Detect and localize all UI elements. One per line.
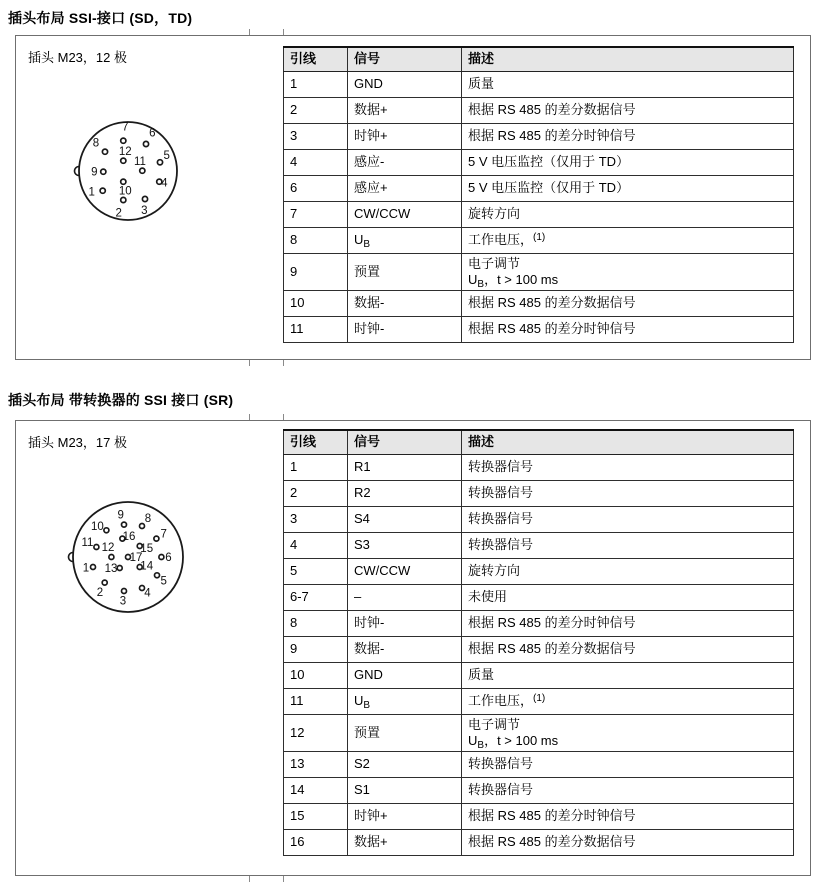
table-row — [284, 532, 794, 558]
pin-cell: 4 — [284, 532, 348, 558]
desc-cell: 转换器信号 — [462, 454, 794, 480]
signal-cell: R2 — [348, 480, 462, 506]
desc-cell: 根据 RS 485 的差分时钟信号 — [462, 610, 794, 636]
desc-cell: 质量 — [462, 71, 794, 97]
pin-7-hole — [154, 536, 159, 541]
table-row — [284, 201, 794, 227]
table-header-row — [284, 430, 794, 454]
pin-9-label: 9 — [117, 509, 124, 522]
pin-layout-frame-17pin — [15, 420, 811, 876]
desc-cell: 转换器信号 — [462, 751, 794, 777]
pin-13-label: 13 — [104, 563, 118, 575]
frame-tick — [249, 360, 250, 366]
pin-14-label: 14 — [140, 560, 154, 573]
table-row — [284, 558, 794, 584]
pin-17-label: 17 — [129, 552, 143, 564]
signal-cell: 时钟- — [348, 316, 462, 342]
pin-12-hole — [109, 555, 114, 560]
pin-7-label: 7 — [160, 528, 167, 541]
desc-cell: 工作电压，$^{(1)}$ — [462, 688, 794, 714]
desc-cell: 旋转方向 — [462, 201, 794, 227]
pin-cell: 11 — [284, 688, 348, 714]
pin-10-label: 10 — [118, 185, 132, 198]
table-row — [284, 506, 794, 532]
pin-2-hole — [102, 580, 107, 585]
signal-cell: S1 — [348, 777, 462, 803]
desc-cell: 转换器信号 — [462, 532, 794, 558]
pin-12-label: 12 — [101, 542, 115, 554]
desc-cell: 质量 — [462, 662, 794, 688]
pin-cell: 1 — [284, 71, 348, 97]
pin-11-label: 11 — [81, 537, 94, 549]
table-row — [284, 803, 794, 829]
table-row — [284, 454, 794, 480]
desc-cell: 根据 RS 485 的差分数据信号 — [462, 636, 794, 662]
pin-6-label: 6 — [149, 127, 156, 140]
desc-cell: 电子调节 $U_B$，t > 100 ms — [462, 253, 794, 290]
pin-1-label: 1 — [88, 186, 95, 199]
desc-cell: 未使用 — [462, 584, 794, 610]
pin-8-label: 8 — [144, 513, 152, 525]
pin-5-hole — [155, 573, 160, 578]
connector-diagram-m23-12pin — [58, 111, 198, 238]
signal-cell: S4 — [348, 506, 462, 532]
pin-7-hole — [121, 138, 126, 143]
table-row — [284, 777, 794, 803]
signal-cell: 时钟+ — [348, 803, 462, 829]
pin-10-label: 10 — [91, 521, 104, 533]
desc-cell: 根据 RS 485 的差分数据信号 — [462, 829, 794, 855]
pin-12-hole — [121, 158, 126, 163]
signal-cell: CW/CCW — [348, 201, 462, 227]
pin-cell: 16 — [284, 829, 348, 855]
signal-cell: 感应+ — [348, 175, 462, 201]
desc-cell: 转换器信号 — [462, 506, 794, 532]
table-header-row — [284, 47, 794, 71]
pin-cell: 3 — [284, 506, 348, 532]
pin-table-17pin — [283, 429, 794, 856]
table-row — [284, 829, 794, 855]
pin-11-hole — [140, 168, 145, 173]
pin-5-hole — [157, 160, 162, 165]
desc-cell: 5 V 电压监控（仅用于 TD） — [462, 149, 794, 175]
pin-1-label: 1 — [82, 562, 90, 575]
signal-cell: $U_B$ — [348, 688, 462, 714]
table-row — [284, 290, 794, 316]
pin-cell: 12 — [284, 714, 348, 751]
pin-cell: 14 — [284, 777, 348, 803]
pin-15-label: 15 — [140, 543, 154, 555]
table-row — [284, 316, 794, 342]
section-title-ssi-sr: 插头布局 带转换器的 SSI 接口 (SR) — [8, 392, 234, 408]
pin-cell: 2 — [284, 480, 348, 506]
frame-tick — [283, 414, 284, 420]
signal-cell: 数据+ — [348, 829, 462, 855]
pin-cell: 1 — [284, 454, 348, 480]
pin-3-hole — [142, 196, 147, 201]
pin-1-hole — [91, 565, 96, 570]
signal-cell: – — [348, 584, 462, 610]
pin-cell: 2 — [284, 97, 348, 123]
table-row — [284, 97, 794, 123]
pin-cell: 6 — [284, 175, 348, 201]
pin-9-hole — [122, 522, 127, 527]
column-header-desc: 描述 — [462, 430, 794, 454]
desc-cell: 根据 RS 485 的差分数据信号 — [462, 290, 794, 316]
desc-cell: 根据 RS 485 的差分时钟信号 — [462, 803, 794, 829]
pin-6-hole — [143, 141, 148, 146]
frame-tick — [283, 876, 284, 882]
pin-2-label: 2 — [115, 207, 122, 220]
table-row — [284, 751, 794, 777]
signal-cell: 时钟+ — [348, 123, 462, 149]
table-row — [284, 662, 794, 688]
desc-cell: 转换器信号 — [462, 777, 794, 803]
desc-cell: 根据 RS 485 的差分时钟信号 — [462, 316, 794, 342]
column-header-pin: 引线 — [284, 47, 348, 71]
pin-cell: 10 — [284, 662, 348, 688]
desc-cell: 5 V 电压监控（仅用于 TD） — [462, 175, 794, 201]
signal-cell: 数据- — [348, 290, 462, 316]
desc-cell: 工作电压，$^{(1)}$ — [462, 227, 794, 253]
pin-cell: 11 — [284, 316, 348, 342]
pin-7-label: 7 — [122, 121, 129, 134]
column-header-signal: 信号 — [348, 47, 462, 71]
frame-tick — [249, 876, 250, 882]
pin-4-label: 4 — [161, 177, 168, 190]
pin-3-hole — [122, 589, 127, 594]
pin-cell: 10 — [284, 290, 348, 316]
frame-tick — [283, 360, 284, 366]
connector-caption-17pin: 插头 M23，17 极 — [28, 435, 127, 450]
pin-layout-frame-12pin — [15, 35, 811, 360]
pin-cell: 9 — [284, 253, 348, 290]
table-row — [284, 123, 794, 149]
column-header-signal: 信号 — [348, 430, 462, 454]
signal-cell: CW/CCW — [348, 558, 462, 584]
table-row — [284, 714, 794, 751]
table-row — [284, 253, 794, 290]
table-row — [284, 71, 794, 97]
signal-cell: S3 — [348, 532, 462, 558]
connector-diagram-m23-17pin — [56, 485, 206, 635]
signal-cell: 预置 — [348, 714, 462, 751]
pin-cell: 3 — [284, 123, 348, 149]
table-row — [284, 610, 794, 636]
pin-cell: 9 — [284, 636, 348, 662]
desc-cell: 根据 RS 485 的差分时钟信号 — [462, 123, 794, 149]
table-row — [284, 636, 794, 662]
signal-cell: GND — [348, 71, 462, 97]
pin-cell: 4 — [284, 149, 348, 175]
signal-cell: R1 — [348, 454, 462, 480]
pin-cell: 8 — [284, 610, 348, 636]
table-row — [284, 149, 794, 175]
pin-4-label: 4 — [144, 587, 151, 600]
pin-9-hole — [101, 169, 106, 174]
pin-cell: 6-7 — [284, 584, 348, 610]
pin-5-label: 5 — [163, 150, 170, 162]
signal-cell: 数据- — [348, 636, 462, 662]
table-row — [284, 584, 794, 610]
signal-cell: S2 — [348, 751, 462, 777]
desc-cell: 根据 RS 485 的差分数据信号 — [462, 97, 794, 123]
pin-6-label: 6 — [165, 552, 172, 564]
connector-caption-12pin: 插头 M23，12 极 — [28, 50, 127, 65]
signal-cell: 数据+ — [348, 97, 462, 123]
pin-8-hole — [102, 149, 107, 154]
pin-cell: 5 — [284, 558, 348, 584]
pin-6-hole — [159, 555, 164, 560]
pin-cell: 13 — [284, 751, 348, 777]
pin-2-label: 2 — [96, 587, 104, 599]
table-row — [284, 480, 794, 506]
column-header-pin: 引线 — [284, 430, 348, 454]
table-row — [284, 688, 794, 714]
table-row — [284, 175, 794, 201]
pin-2-hole — [121, 197, 126, 202]
pin-16-label: 16 — [122, 531, 136, 543]
pin-10-hole — [104, 528, 109, 533]
desc-cell: 转换器信号 — [462, 480, 794, 506]
signal-cell: 感应- — [348, 149, 462, 175]
signal-cell: GND — [348, 662, 462, 688]
pin-3-label: 3 — [141, 205, 148, 217]
frame-tick — [249, 29, 250, 35]
section-title-ssi-sd-td: 插头布局 SSI-接口 (SD，TD) — [8, 10, 193, 26]
pin-11-label: 11 — [134, 156, 146, 169]
frame-tick — [249, 414, 250, 420]
pin-10-hole — [121, 179, 126, 184]
pin-12-label: 12 — [118, 146, 132, 159]
signal-cell: $U_B$ — [348, 227, 462, 253]
pin-cell: 7 — [284, 201, 348, 227]
pin-8-label: 8 — [92, 137, 100, 150]
table-row — [284, 227, 794, 253]
pin-cell: 15 — [284, 803, 348, 829]
pin-1-hole — [100, 188, 105, 193]
frame-tick — [283, 29, 284, 35]
pin-cell: 8 — [284, 227, 348, 253]
signal-cell: 时钟- — [348, 610, 462, 636]
pin-9-label: 9 — [91, 166, 98, 179]
pin-5-label: 5 — [160, 575, 167, 588]
pin-3-label: 3 — [119, 595, 127, 608]
signal-cell: 预置 — [348, 253, 462, 290]
pin-table-12pin — [283, 46, 794, 343]
column-header-desc: 描述 — [462, 47, 794, 71]
pin-13-hole — [117, 566, 122, 571]
desc-cell: 旋转方向 — [462, 558, 794, 584]
pin-8-hole — [140, 524, 145, 529]
pin-11-hole — [94, 545, 99, 550]
desc-cell: 电子调节 $U_B$，t > 100 ms — [462, 714, 794, 751]
